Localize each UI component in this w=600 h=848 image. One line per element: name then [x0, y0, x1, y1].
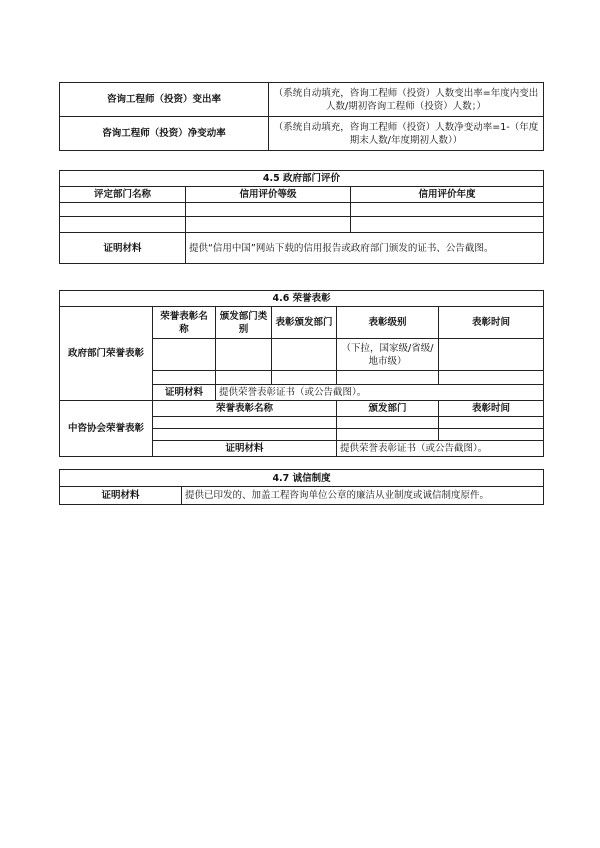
col-assoc-honor-name: 荣誉表彰名称	[153, 401, 337, 417]
net-change-rate-label: 咨询工程师（投资）净变动率	[60, 117, 269, 151]
integrity-title: 4.7 诚信制度	[60, 470, 544, 487]
integrity-table	[59, 469, 544, 505]
gov-eval-proof-label: 证明材料	[60, 233, 186, 264]
gov-honor-cell[interactable]	[153, 371, 216, 385]
col-credit-year: 信用评价年度	[351, 187, 544, 203]
net-change-rate-desc: （系统自动填充，咨询工程师（投资）人数净变动率=1-（年度期末人数/年度期初人数））	[269, 117, 544, 151]
gov-eval-cell[interactable]	[60, 217, 186, 233]
assoc-honor-cell[interactable]	[337, 417, 439, 429]
gov-honor-cell[interactable]	[153, 339, 216, 371]
gov-eval-cell[interactable]	[351, 217, 544, 233]
col-honor-level: 表彰级别	[337, 307, 439, 339]
outflow-rate-label: 咨询工程师（投资）变出率	[60, 83, 269, 117]
col-credit-level: 信用评价等级	[186, 187, 351, 203]
gov-honor-cell[interactable]	[216, 371, 272, 385]
gov-honor-cell[interactable]	[216, 339, 272, 371]
assoc-honor-cell[interactable]	[439, 429, 544, 441]
integrity-proof-label: 证明材料	[60, 487, 182, 505]
col-issuer: 表彰颁发部门	[272, 307, 337, 339]
col-issuer-category: 颁发部门类别	[216, 307, 272, 339]
gov-eval-cell[interactable]	[186, 217, 351, 233]
gov-eval-proof-text: 提供“信用中国”网站下载的信用报告或政府部门颁发的证书、公告截图。	[186, 233, 544, 264]
gov-honor-cell[interactable]	[337, 371, 439, 385]
assoc-honors-proof-text: 提供荣誉表彰证书（或公告截图）。	[337, 441, 544, 457]
turnover-table	[59, 82, 544, 151]
gov-honor-cell[interactable]	[272, 371, 337, 385]
col-eval-dept: 评定部门名称	[60, 187, 186, 203]
gov-eval-table	[59, 170, 544, 264]
assoc-honors-proof-label: 证明材料	[153, 441, 337, 457]
gov-honor-cell[interactable]	[272, 339, 337, 371]
gov-honors-proof-text: 提供荣誉表彰证书（或公告截图）。	[216, 385, 544, 401]
gov-honor-cell[interactable]	[439, 339, 544, 371]
assoc-honor-cell[interactable]	[337, 429, 439, 441]
outflow-rate-desc: （系统自动填充，咨询工程师（投资）人数变出率=年度内变出人数/期初咨询工程师（投资）人数；）	[269, 83, 544, 117]
gov-eval-cell[interactable]	[186, 203, 351, 217]
gov-eval-title: 4.5 政府部门评价	[60, 171, 544, 187]
gov-eval-cell[interactable]	[351, 203, 544, 217]
gov-honors-label: 政府部门荣誉表彰	[60, 307, 153, 401]
gov-honor-cell[interactable]	[439, 371, 544, 385]
assoc-honor-cell[interactable]	[153, 429, 337, 441]
integrity-proof-text: 提供已印发的、加盖工程咨询单位公章的廉洁从业制度或诚信制度原件。	[182, 487, 544, 505]
col-honor-name: 荣誉表彰名称	[153, 307, 216, 339]
assoc-honor-cell[interactable]	[153, 417, 337, 429]
col-assoc-issuer: 颁发部门	[337, 401, 439, 417]
honors-title: 4.6 荣誉表彰	[60, 291, 544, 307]
assoc-honors-label: 中咨协会荣誉表彰	[60, 401, 153, 457]
col-honor-date: 表彰时间	[439, 307, 544, 339]
gov-honors-proof-label: 证明材料	[153, 385, 216, 401]
honor-level-hint[interactable]: （下拉，国家级/省级/地市级）	[337, 339, 439, 371]
gov-eval-cell[interactable]	[60, 203, 186, 217]
col-assoc-date: 表彰时间	[439, 401, 544, 417]
honors-table	[59, 290, 544, 457]
assoc-honor-cell[interactable]	[439, 417, 544, 429]
